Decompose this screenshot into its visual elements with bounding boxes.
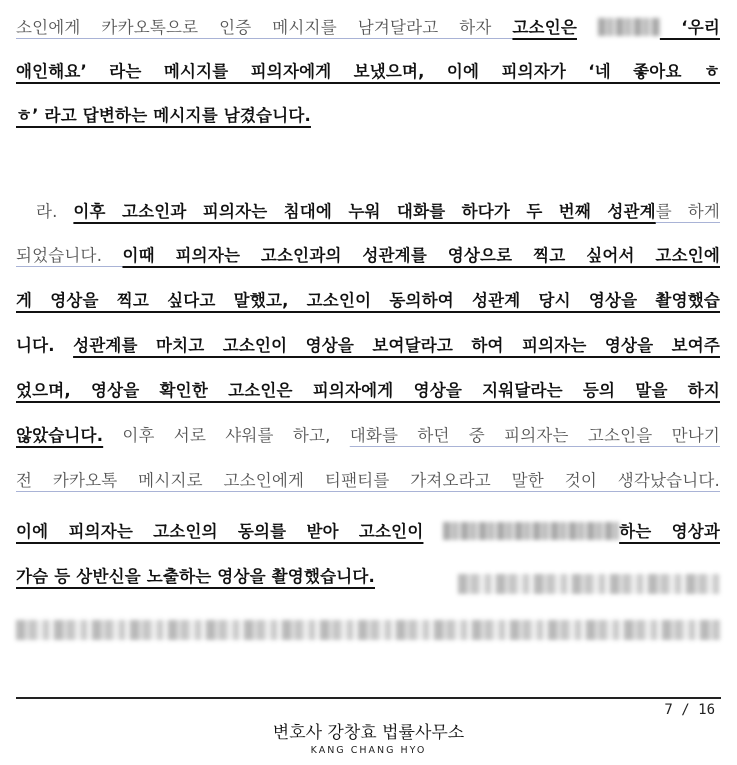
body-text: 소인에게 카카오톡으로 인증 메시지를 남겨달라고 하자 xyxy=(16,18,513,37)
body-text-bold: ‘우리 xyxy=(659,18,720,37)
body-text-bold: 이후 고소인과 피의자는 침대에 누워 대화를 하다가 두 번째 성관계 xyxy=(73,202,656,221)
body-text: 이후 서로 샤워를 하고, xyxy=(103,426,350,445)
law-firm-name: 변호사 강창효 법률사무소 xyxy=(272,723,465,743)
body-text-bold: 이때 피의자는 고소인과의 성관계를 영상으로 찍고 싶어서 고소인에 xyxy=(122,246,720,265)
body-text-bold: ㅎ’ 라고 답변하는 메시지를 남겼습니다. xyxy=(16,106,311,125)
page-number: 7 / 16 xyxy=(664,702,715,718)
body-line xyxy=(16,236,720,282)
body-line xyxy=(16,326,720,372)
list-marker: 라. xyxy=(36,202,74,221)
body-line: 애인해요’ 라는 메시지를 피의자에게 보냈으며, 이에 피의자가 ‘네 좋아요 ㅎ xyxy=(16,62,720,81)
redacted-blur xyxy=(16,620,720,640)
body-line: 전 카카오톡 메시지로 고소인에게 티팬티를 가져오라고 말한 것이 생각났습니다. xyxy=(16,471,720,490)
body-line xyxy=(16,8,720,54)
body-text: 대화를 하던 중 피의자는 고소인을 만나기 xyxy=(349,426,720,445)
body-text-bold: 하는 영상과 xyxy=(619,522,720,541)
body-text-bold: 고소인은 xyxy=(512,18,577,37)
body-line xyxy=(16,416,720,462)
body-text-bold: 않았습니다. xyxy=(16,426,104,445)
redacted-blur xyxy=(458,574,720,594)
body-line xyxy=(16,557,375,603)
redacted-blur xyxy=(598,18,660,36)
body-text-bold: 니다. xyxy=(16,336,74,355)
body-text: 되었습니다. xyxy=(16,246,123,265)
body-text-bold: 가슴 등 상반신을 노출하는 영상을 촬영했습니다. xyxy=(16,567,375,586)
footer-divider xyxy=(16,697,721,699)
body-line: 게 영상을 찍고 싶다고 말했고, 고소인이 동의하여 성관계 당시 영상을 촬영했습 xyxy=(16,291,720,310)
body-line xyxy=(16,512,720,558)
body-text: 를 하게 xyxy=(655,202,720,221)
body-line: 었으며, 영상을 확인한 고소인은 피의자에게 영상을 지워달라는 등의 말을 하지 xyxy=(16,381,720,400)
redacted-blur xyxy=(443,522,619,540)
law-firm-name-english: KANG CHANG HYO xyxy=(310,745,427,756)
body-line xyxy=(36,192,720,238)
body-line xyxy=(16,96,311,142)
body-text-bold: 이에 피의자는 고소인의 동의를 받아 고소인이 xyxy=(16,522,424,541)
body-text-bold: 성관계를 마치고 고소인이 영상을 보여달라고 하여 피의자는 영상을 보여주 xyxy=(73,336,720,355)
